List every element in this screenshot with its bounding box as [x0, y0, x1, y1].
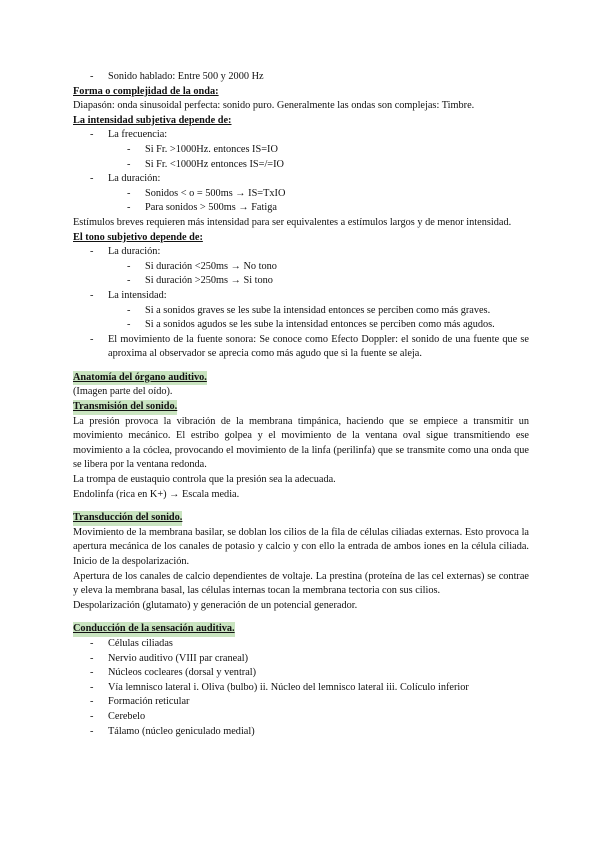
sub-list-item: - Si Fr. <1000Hz entonces IS=/=IO [127, 158, 284, 170]
paragraph: (Imagen parte del oído). [73, 386, 173, 398]
list-item: - Formación reticular [90, 696, 190, 708]
sub-list-item: - Si a sonidos graves se les sube la intensidad entonces se perciben como más graves. [127, 304, 491, 316]
section-heading: Transducción del sonido. [73, 511, 182, 526]
paragraph: Endolinfa (rica en K+) → Escala media. [73, 488, 240, 500]
sub-list-item: - Si Fr. >1000Hz. entonces IS=IO [127, 143, 278, 155]
sub-list-item: - Para sonidos > 500ms → Fatiga [127, 202, 277, 214]
list-item: - Nervio auditivo (VIII par craneal) [90, 652, 249, 664]
list-item: - La duración: [90, 173, 161, 185]
list-item: - Sonido hablado: Entre 500 y 2000 Hz [90, 71, 264, 82]
list-item: - Tálamo (núcleo geniculado medial) [90, 725, 255, 737]
section-heading: Forma o complejidad de la onda: [73, 85, 219, 97]
section-heading: Transmisión del sonido. [73, 400, 177, 415]
paragraph: La presión provoca la vibración de la membrana timpánica, haciendo que se empiece a transmitir un movimiento mecánico. El estribo golpea y el movimiento de la ventana oval sigue transmitiendo ese movimiento a la cóclea, provocando el movimiento de la linfa (perilinfa) que se transmite como una onda que se libera por la ventana redonda. [73, 415, 529, 471]
list-item: - Vía lemnisco lateral i. Oliva (bulbo) ii. Núcleo del lemnisco lateral iii. Colículo inferior [90, 681, 469, 693]
sub-list-item: - Sonidos < o = 500ms → IS=TxIO [127, 187, 286, 199]
sub-list-item: - Si duración <250ms → No tono [127, 260, 277, 272]
section-heading: El tono subjetivo depende de: [73, 231, 203, 243]
list-item: - La intensidad: [90, 289, 167, 301]
sub-list-item: - Si duración >250ms → Si tono [127, 275, 273, 287]
document-page [73, 70, 529, 739]
section-heading: Conducción de la sensación auditiva. [73, 622, 235, 637]
list-item: - La frecuencia: [90, 129, 168, 141]
paragraph: Movimiento de la membrana basilar, se doblan los cilios de la fila de células ciliadas externas. Esto provoca la apertura mecánica de los canales de potasio y calcio y con ello la entrada de ambos iones en la célula ciliada. Inicio de la despolarización. [73, 526, 529, 567]
paragraph: Despolarización (glutamato) y generación de un potencial generador. [73, 599, 358, 611]
list-item: - Células ciliadas [90, 637, 173, 649]
list-item: - Núcleos cocleares (dorsal y ventral) [90, 667, 257, 679]
paragraph: Diapasón: onda sinusoidal perfecta: sonido puro. Generalmente las ondas son complejas: Timbre. [73, 100, 475, 112]
paragraph: Apertura de los canales de calcio dependientes de voltaje. La prestina (proteína de las cel externas) se contrae y eleva la membrana basal, las células internas tocan la membrana tectoria con sus cilios. [73, 570, 529, 597]
list-item: - Cerebelo [90, 710, 146, 722]
paragraph: Estímulos breves requieren más intensidad para ser equivalentes a estímulos largos y de menor intensidad. [73, 216, 512, 228]
list-item: - La duración: [90, 246, 161, 258]
section-heading: La intensidad subjetiva depende de: [73, 114, 232, 126]
sub-list-item: - Si a sonidos agudos se les sube la intensidad entonces se perciben como más agudos. [127, 319, 495, 331]
paragraph: La trompa de eustaquio controla que la presión sea la adecuada. [73, 474, 336, 486]
section-heading: Anatomía del órgano auditivo. [73, 371, 207, 386]
list-item: - El movimiento de la fuente sonora: Se conoce como Efecto Doppler: el sonido de una fuente que se aproxima al observador se aprecia como más agudo que si la fuente se aleja. [90, 333, 529, 360]
